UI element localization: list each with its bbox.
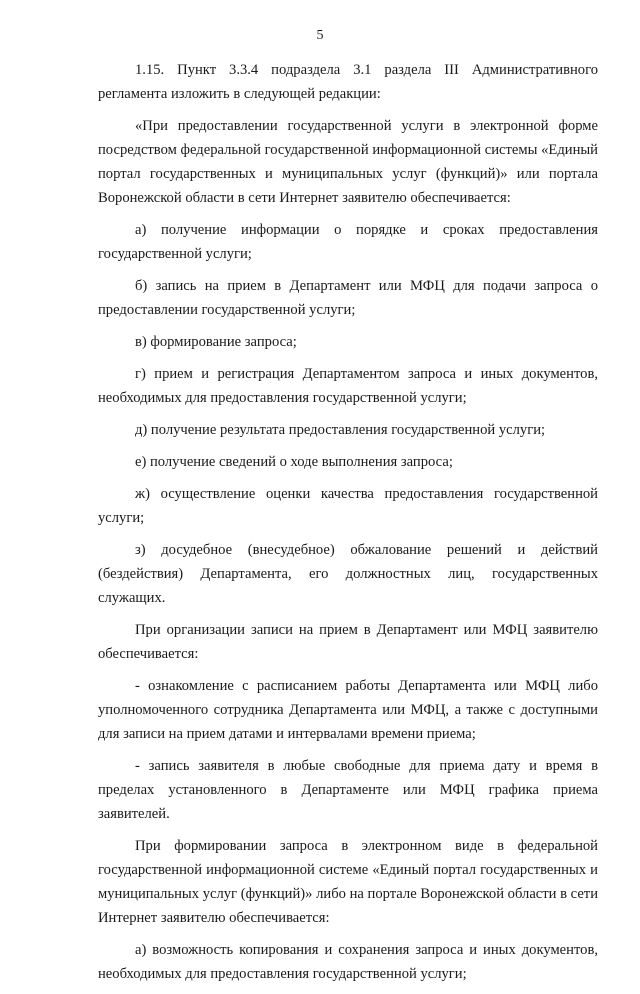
paragraph-electronic-form: «При предоставлении государственной услуги в электронной форме посредством федеральной государственной информационной системы «Единый портал государственных и муниципальных услуг (функций)» или портала Воронежской области в сети Интернет заявителю обеспечивается: bbox=[98, 118, 598, 206]
list-item-d: д) получение результата предоставления государственной услуги; bbox=[135, 422, 546, 438]
dash-item-booking: - запись заявителя в любые свободные для приема дату и время в пределах установленного в Департаменте или МФЦ графика приема заявителей. bbox=[98, 758, 598, 822]
list-item-z: з) досудебное (внесудебное) обжалование решений и действий (бездействия) Департамента, его должностных лиц, государственных служащих. bbox=[98, 542, 598, 606]
document-body bbox=[98, 58, 598, 994]
list-item-e: е) получение сведений о ходе выполнения запроса; bbox=[135, 454, 453, 470]
list-item-v: в) формирование запроса; bbox=[135, 334, 297, 350]
list-item-g: г) прием и регистрация Департаментом запроса и иных документов, необходимых для предоставления государственной услуги; bbox=[98, 366, 598, 406]
paragraph-1-15-intro: 1.15. Пункт 3.3.4 подраздела 3.1 раздела III Административного регламента изложить в следующей редакции: bbox=[98, 62, 598, 102]
paragraph-request-forming: При формировании запроса в электронном виде в федеральной государственной информационной системе «Единый портал государственных и муниципальных услуг (функций)» либо на портале Воронежской области в сети Интернет заявителю обеспечивается: bbox=[98, 838, 598, 926]
list-item-b: б) запись на прием в Департамент или МФЦ для подачи запроса о предоставлении государственной услуги; bbox=[98, 278, 598, 318]
list-item-zh: ж) осуществление оценки качества предоставления государственной услуги; bbox=[98, 486, 598, 526]
paragraph-appointment: При организации записи на прием в Департамент или МФЦ заявителю обеспечивается: bbox=[98, 622, 598, 662]
list-item-a-copying: а) возможность копирования и сохранения запроса и иных документов, необходимых для предоставления государственной услуги; bbox=[98, 942, 598, 982]
page-number: 5 bbox=[316, 28, 324, 43]
list-item-a: а) получение информации о порядке и сроках предоставления государственной услуги; bbox=[98, 222, 598, 262]
dash-item-schedule: - ознакомление с расписанием работы Департамента или МФЦ либо уполномоченного сотрудника Департамента или МФЦ, а также с доступными для записи на прием датами и интервалами времени приема; bbox=[98, 678, 598, 742]
